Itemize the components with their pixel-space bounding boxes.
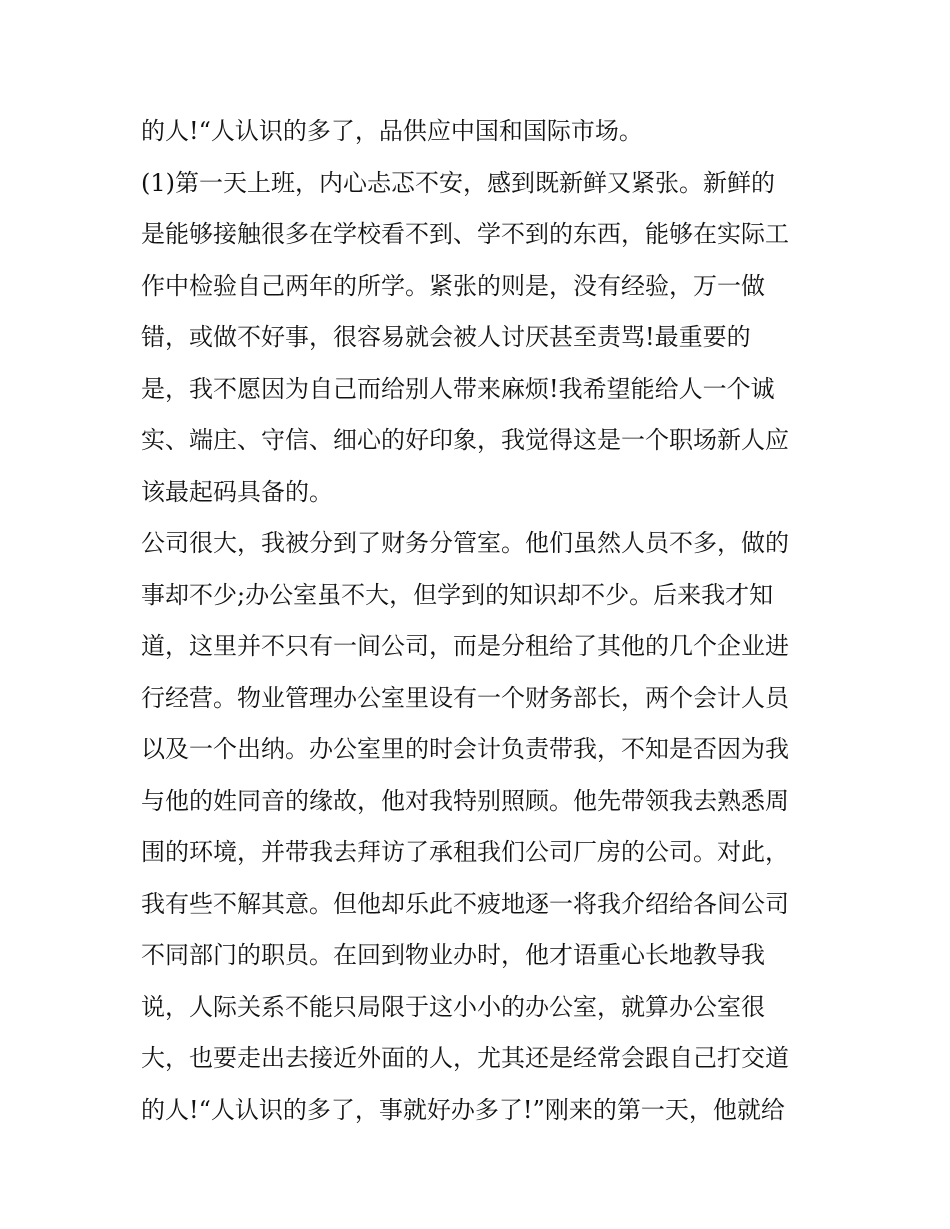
text-line: 公司很大，我被分到了财务分管室。他们虽然人员不多，做的: [141, 529, 789, 557]
text-line: 我有些不解其意。但他却乐此不疲地逐一将我介绍给各间公司: [141, 889, 789, 918]
text-line: 该最起码具备的。: [141, 477, 333, 506]
text-line: 的人!“人认识的多了，事就好办多了!”刚来的第一天，他就给: [141, 1095, 785, 1124]
text-line: 作中检验自己两年的所学。紧张的则是，没有经验，万一做: [141, 271, 765, 300]
text-line: 是能够接触很多在学校看不到、学不到的东西，能够在实际工: [141, 220, 789, 248]
text-line: (1)第一天上班，内心忐忑不安，感到既新鲜又紧张。新鲜的: [141, 168, 775, 197]
text-line: 围的环境，并带我去拜访了承租我们公司厂房的公司。对此，: [141, 838, 789, 866]
text-line: 实、端庄、守信、细心的好印象，我觉得这是一个职场新人应: [141, 426, 789, 454]
body-text: [141, 106, 821, 1136]
text-line: 事却不少;办公室虽不大，但学到的知识却不少。后来我才知: [141, 580, 774, 609]
text-line: 道，这里并不只有一间公司，而是分租给了其他的几个企业进: [141, 632, 789, 660]
text-line: 不同部门的职员。在回到物业办时，他才语重心长地教导我: [141, 941, 765, 969]
text-line: 是，我不愿因为自己而给别人带来麻烦!我希望能给人一个诚: [141, 374, 775, 403]
text-line: 说，人际关系不能只局限于这小小的办公室，就算办公室很: [141, 992, 765, 1021]
text-line: 大，也要走出去接近外面的人，尤其还是经常会跟自己打交道: [141, 1044, 789, 1072]
text-line: 错，或做不好事，很容易就会被人讨厌甚至责骂!最重要的: [141, 323, 751, 351]
text-line: 以及一个出纳。办公室里的时会计负责带我，不知是否因为我: [141, 735, 789, 763]
text-line: 的人!“人认识的多了，品供应中国和国际市场。: [141, 117, 643, 145]
text-line: 与他的姓同音的缘故，他对我特别照顾。他先带领我去熟悉周: [141, 786, 789, 815]
text-line: 行经营。物业管理办公室里设有一个财务部长，两个会计人员: [141, 683, 789, 712]
